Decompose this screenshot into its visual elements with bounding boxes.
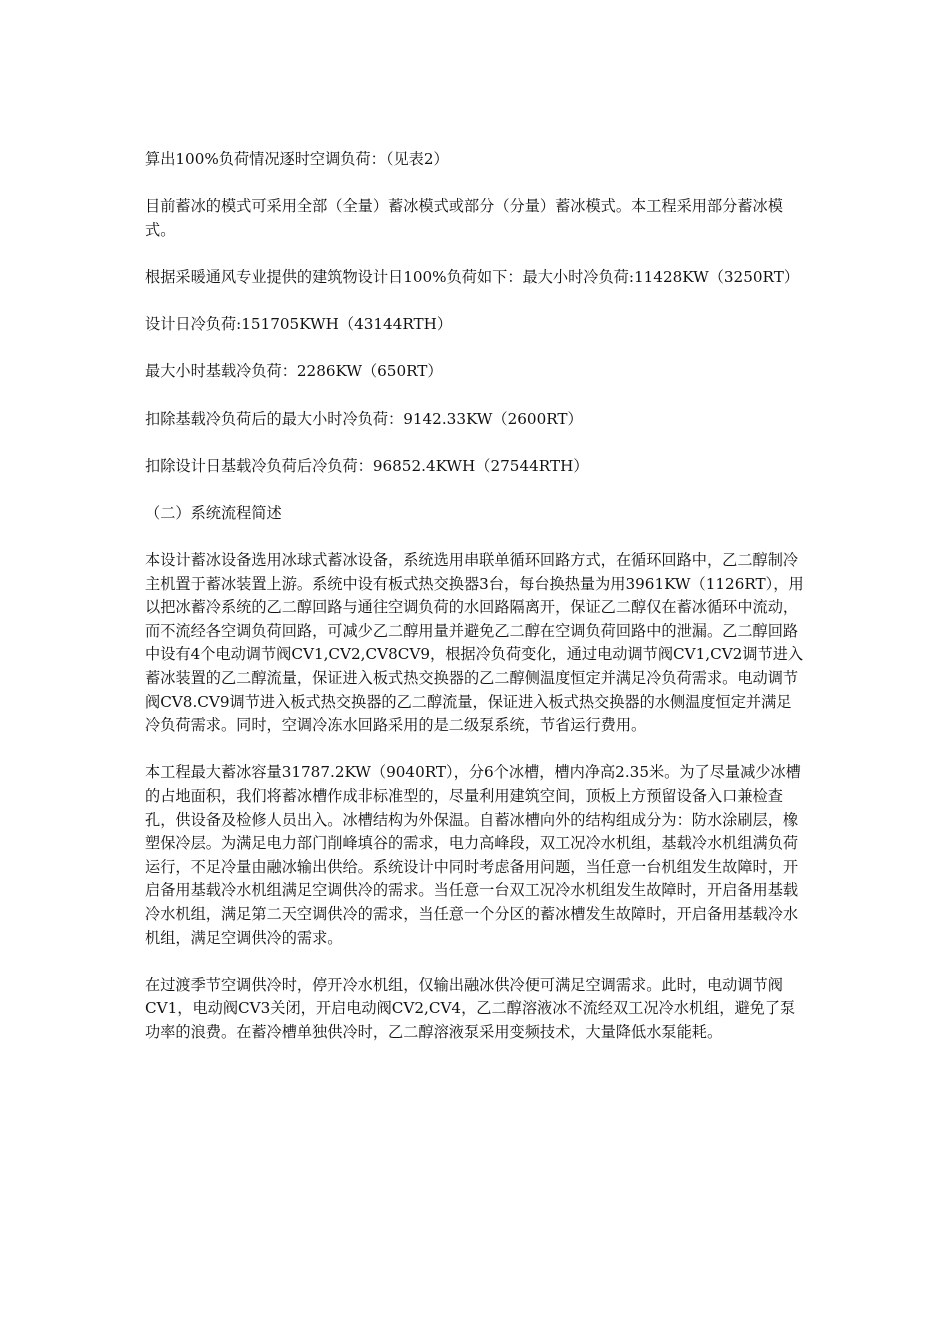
paragraph-daily-cooling-load: 设计日冷负荷:151705KWH（43144RTH）: [145, 315, 453, 334]
document-page: [145, 148, 805, 1068]
paragraph-daily-load-net: 扣除设计日基载冷负荷后冷负荷：96852.4KWH（27544RTH）: [145, 456, 589, 475]
paragraph-design-load: 根据采暖通风专业提供的建筑物设计日100%负荷如下：最大小时冷负荷:11428KW（3250RT）: [145, 267, 800, 286]
paragraph-ice-storage-mode: 目前蓄冰的模式可采用全部（全量）蓄冰模式或部分（分量）蓄冰模式。本工程采用部分蓄冰模式。: [145, 197, 783, 239]
paragraph-ice-tank-capacity: 本工程最大蓄冰容量31787.2KW（9040RT），分6个冰槽，槽内净高2.35米。为了尽量减少冰槽的占地面积，我们将蓄冰槽作成非标准型的，尽量利用建筑空间，顶板上方预留设备入口兼检查孔，供设备及检修人员出入。冰槽结构为外保温。自蓄冰槽向外的结构组成分为：防水涂刷层，橡塑保冷层。为满足电力部门削峰填谷的需求，电力高峰段，双工况冷水机组，基载冷水机组满负荷运行，不足冷量由融冰输出供给。系统设计中同时考虑备用问题，当任意一台机组发生故障时，开启备用基载冷水机组满足空调供冷的需求。当任意一台双工况冷水机组发生故障时，开启备用基载冷水机组，满足第二天空调供冷的需求，当任意一个分区的蓄冰槽发生故障时，开启备用基载冷水机组，满足空调供冷的需求。: [145, 763, 801, 947]
paragraph-base-load: 最大小时基载冷负荷：2286KW（650RT）: [145, 362, 443, 381]
paragraph-system-description: 本设计蓄冰设备选用冰球式蓄冰设备，系统选用串联单循环回路方式，在循环回路中，乙二醇制冷主机置于蓄冰装置上游。系统中设有板式热交换器3台，每台换热量为用3961KW（1126RT），用以把冰蓄冷系统的乙二醇回路与通往空调负荷的水回路隔离开，保证乙二醇仅在蓄冰循环中流动，而不流经各空调负荷回路，可减少乙二醇用量并避免乙二醇在空调负荷回路中的泄漏。乙二醇回路中设有4个电动调节阀CV1,CV2,CV8CV9，根据冷负荷变化，通过电动调节阀CV1,CV2调节进入蓄冰装置的乙二醇流量，保证进入板式热交换器的乙二醇侧温度恒定并满足冷负荷需求。电动调节阀CV8.CV9调节进入板式热交换器的乙二醇流量，保证进入板式热交换器的水侧温度恒定并满足冷负荷需求。同时，空调冷冻水回路采用的是二级泵系统，节省运行费用。: [145, 551, 804, 735]
paragraph-max-hourly-load-net: 扣除基载冷负荷后的最大小时冷负荷：9142.33KW（2600RT）: [145, 409, 583, 428]
paragraph-hourly-load: 算出100%负荷情况逐时空调负荷：（见表2）: [145, 150, 449, 168]
paragraph-transition-season: 在过渡季节空调供冷时，停开冷水机组，仅输出融冰供冷便可满足空调需求。此时，电动调节阀CV1，电动阀CV3关闭，开启电动阀CV2,CV4，乙二醇溶液冰不流经双工况冷水机组，避免了泵功率的浪费。在蓄冷槽单独供冷时，乙二醇溶液泵采用变频技术，大量降低水泵能耗。: [145, 975, 796, 1041]
section-heading-system-flow: （二）系统流程简述: [145, 503, 282, 522]
